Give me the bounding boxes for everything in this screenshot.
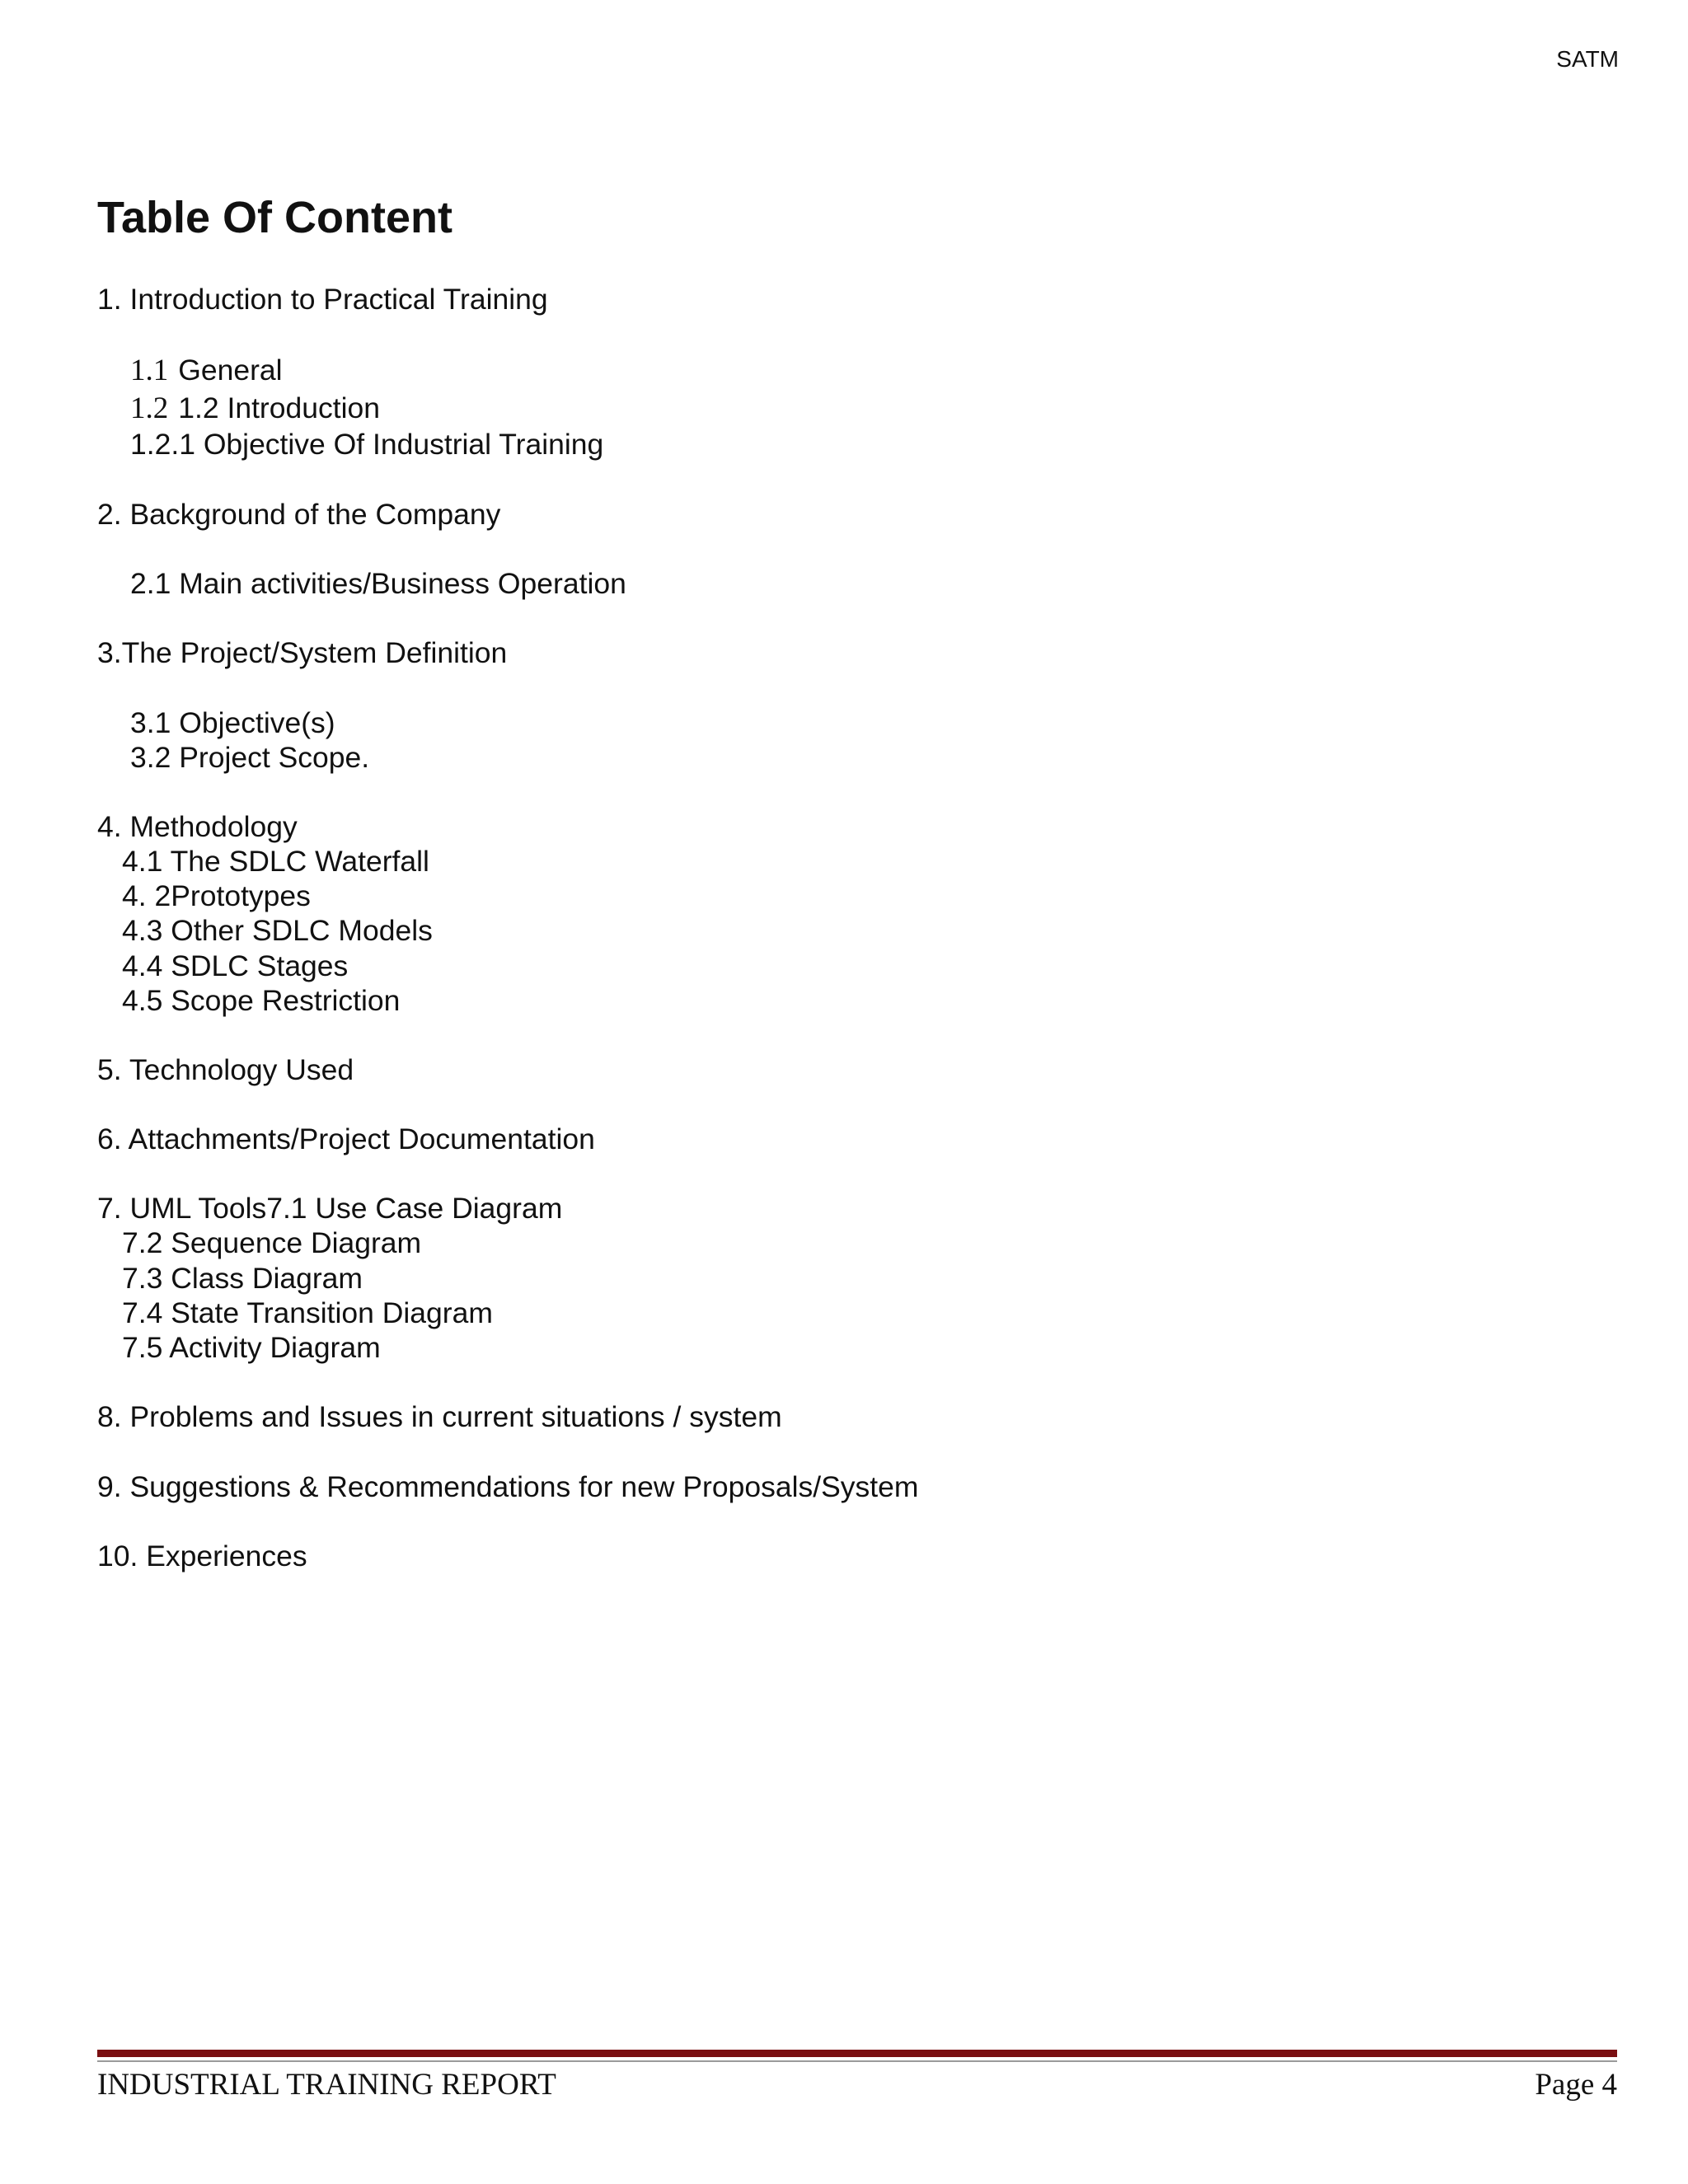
toc-list-number: 1.2	[130, 391, 169, 425]
footer-report-title: INDUSTRIAL TRAINING REPORT	[97, 2068, 556, 2102]
toc-item: 7.2 Sequence Diagram	[122, 1226, 422, 1259]
toc-item: 8. Problems and Issues in current situations / system	[97, 1400, 782, 1433]
footer-divider-thin	[97, 2060, 1617, 2062]
toc-item: 7. UML Tools7.1 Use Case Diagram	[97, 1192, 563, 1225]
page-title: Table Of Content	[97, 193, 452, 242]
toc-item	[130, 355, 283, 386]
toc-item: 10. Experiences	[97, 1540, 307, 1572]
toc-item: 3.1 Objective(s)	[130, 706, 335, 739]
toc-list-number: 1.1	[130, 354, 169, 387]
toc-item: 7.3 Class Diagram	[122, 1262, 363, 1295]
footer-divider	[97, 2050, 1617, 2057]
toc-item	[130, 393, 380, 424]
toc-item: 7.4 State Transition Diagram	[122, 1296, 493, 1329]
header-org: SATM	[1556, 46, 1619, 72]
toc-item: 5. Technology Used	[97, 1053, 354, 1086]
toc-item: 4.3 Other SDLC Models	[122, 914, 433, 947]
footer-page-number: Page 4	[1535, 2068, 1617, 2102]
toc-item: 1. Introduction to Practical Training	[97, 283, 548, 316]
toc-item: 9. Suggestions & Recommendations for new Proposals/System	[97, 1470, 919, 1503]
toc-item: 4.1 The SDLC Waterfall	[122, 845, 429, 878]
toc-item: 4.4 SDLC Stages	[122, 949, 349, 982]
toc-item: 6. Attachments/Project Documentation	[97, 1122, 595, 1155]
toc-item: 7.5 Activity Diagram	[122, 1331, 381, 1364]
toc-item: 4.5 Scope Restriction	[122, 984, 401, 1017]
toc-item: 4. Methodology	[97, 810, 298, 843]
toc-item: 3.The Project/System Definition	[97, 636, 508, 669]
toc-item: 1.2.1 Objective Of Industrial Training	[130, 428, 604, 461]
toc-item: 2.1 Main activities/Business Operation	[130, 567, 626, 600]
toc-item: 4. 2Prototypes	[122, 879, 311, 912]
toc-item-label: 1.2 Introduction	[178, 391, 380, 424]
toc-item-label: General	[178, 354, 283, 387]
toc-item: 2. Background of the Company	[97, 498, 501, 531]
toc-item: 3.2 Project Scope.	[130, 741, 370, 774]
